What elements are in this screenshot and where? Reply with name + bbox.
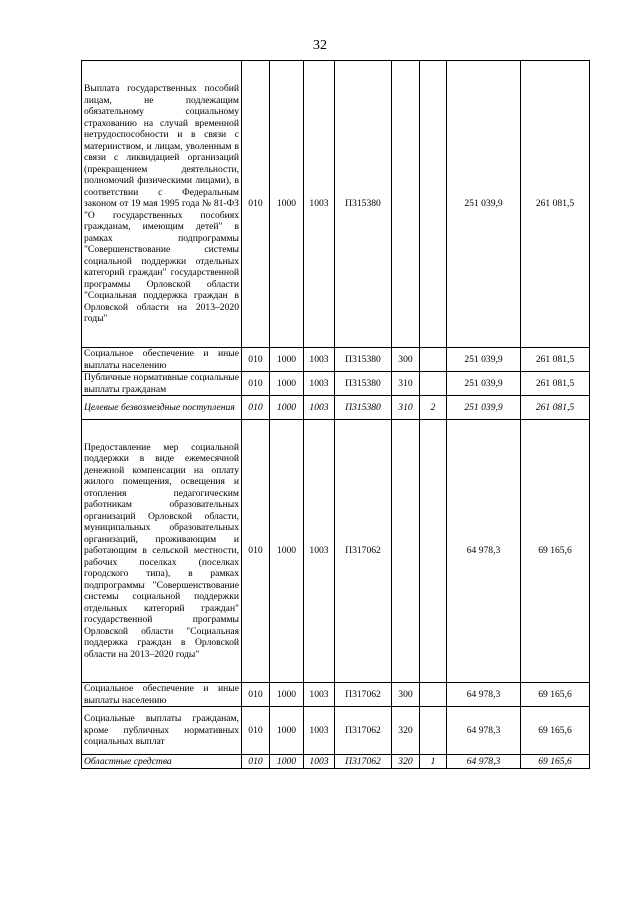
table-row [82, 348, 590, 372]
sum-year-1-cell: 251 039,9 [447, 372, 521, 396]
page-number: 32 [313, 38, 327, 53]
grbs-cell: 010 [242, 372, 270, 396]
expense-type-cell: 300 [392, 348, 420, 372]
sum-year-1-cell: 251 039,9 [447, 61, 521, 348]
row-name: Социальное обеспечение и иные выплаты населению [82, 348, 242, 372]
subsection-cell: 1003 [304, 755, 335, 769]
source-cell [420, 683, 447, 707]
sum-year-2-cell: 69 165,6 [521, 755, 590, 769]
sum-year-1-cell: 251 039,9 [447, 396, 521, 420]
grbs-cell: 010 [242, 348, 270, 372]
sum-year-2-cell: 261 081,5 [521, 372, 590, 396]
table-row [82, 683, 590, 707]
source-cell: 1 [420, 755, 447, 769]
row-name: Целевые безвозмездные поступления [82, 396, 242, 420]
target-article-cell: П317062 [335, 707, 392, 755]
target-article-cell: П317062 [335, 755, 392, 769]
expense-type-cell: 310 [392, 396, 420, 420]
section-cell: 1000 [270, 420, 304, 683]
expense-type-cell [392, 420, 420, 683]
subsection-cell: 1003 [304, 61, 335, 348]
subsection-cell: 1003 [304, 372, 335, 396]
source-cell [420, 372, 447, 396]
sum-year-1-cell: 64 978,3 [447, 683, 521, 707]
expense-type-cell: 320 [392, 707, 420, 755]
table-row [82, 755, 590, 769]
table-row [82, 372, 590, 396]
expense-type-cell [392, 61, 420, 348]
section-cell: 1000 [270, 348, 304, 372]
expense-type-cell: 310 [392, 372, 420, 396]
target-article-cell: П315380 [335, 61, 392, 348]
row-name: Социальные выплаты гражданам, кроме публичных нормативных социальных выплат [82, 707, 242, 755]
section-cell: 1000 [270, 61, 304, 348]
section-cell: 1000 [270, 683, 304, 707]
section-cell: 1000 [270, 755, 304, 769]
grbs-cell: 010 [242, 420, 270, 683]
sum-year-2-cell: 69 165,6 [521, 707, 590, 755]
sum-year-1-cell: 64 978,3 [447, 420, 521, 683]
source-cell [420, 420, 447, 683]
target-article-cell: П317062 [335, 420, 392, 683]
section-cell: 1000 [270, 396, 304, 420]
subsection-cell: 1003 [304, 396, 335, 420]
expense-type-cell: 300 [392, 683, 420, 707]
sum-year-2-cell: 69 165,6 [521, 420, 590, 683]
row-name: Областные средства [82, 755, 242, 769]
table-row [82, 707, 590, 755]
subsection-cell: 1003 [304, 683, 335, 707]
table-row [82, 396, 590, 420]
section-cell: 1000 [270, 372, 304, 396]
target-article-cell: П315380 [335, 396, 392, 420]
row-name: Предоставление мер социальной поддержки в виде ежемесячной денежной компенсации на оплату жилого помещения, освещения и отопления педагогическим работникам образовательных организаций Орловской области, муниципальных образовательных организаций, проживающим и работающим в сельской местности, рабочих поселках (поселках городского типа), в рамках подпрограммы "Совершенствование системы социальной поддержки отдельных категорий граждан" государственной программы Орловской области "Социальная поддержка граждан в Орловской области на 2013–2020 годы" [82, 420, 242, 683]
sum-year-1-cell: 64 978,3 [447, 707, 521, 755]
row-name: Социальное обеспечение и иные выплаты населению [82, 683, 242, 707]
sum-year-2-cell: 69 165,6 [521, 683, 590, 707]
section-cell: 1000 [270, 707, 304, 755]
source-cell [420, 348, 447, 372]
sum-year-1-cell: 64 978,3 [447, 755, 521, 769]
target-article-cell: П317062 [335, 683, 392, 707]
budget-table [81, 60, 590, 769]
target-article-cell: П315380 [335, 372, 392, 396]
source-cell [420, 61, 447, 348]
grbs-cell: 010 [242, 396, 270, 420]
grbs-cell: 010 [242, 61, 270, 348]
subsection-cell: 1003 [304, 707, 335, 755]
source-cell: 2 [420, 396, 447, 420]
subsection-cell: 1003 [304, 348, 335, 372]
expense-type-cell: 320 [392, 755, 420, 769]
source-cell [420, 707, 447, 755]
sum-year-2-cell: 261 081,5 [521, 396, 590, 420]
target-article-cell: П315380 [335, 348, 392, 372]
sum-year-2-cell: 261 081,5 [521, 61, 590, 348]
sum-year-1-cell: 251 039,9 [447, 348, 521, 372]
row-name: Выплата государственных пособий лицам, не подлежащим обязательному социальному страхованию на случай временной нетрудоспособности и в связи с материнством, и лицам, уволенным в связи с ликвидацией организаций (прекращением деятельности, полномочий физическими лицами), в соответствии с Федеральным законом от 19 мая 1995 года № 81-ФЗ "О государственных пособиях гражданам, имеющим детей" в рамках подпрограммы "Совершенствование системы социальной поддержки отдельных категорий граждан" государственной программы Орловской области "Социальная поддержка граждан в Орловской области на 2013–2020 годы" [82, 61, 242, 348]
grbs-cell: 010 [242, 755, 270, 769]
sum-year-2-cell: 261 081,5 [521, 348, 590, 372]
row-name: Публичные нормативные социальные выплаты гражданам [82, 372, 242, 396]
grbs-cell: 010 [242, 707, 270, 755]
table-row [82, 420, 590, 683]
grbs-cell: 010 [242, 683, 270, 707]
subsection-cell: 1003 [304, 420, 335, 683]
table-row [82, 61, 590, 348]
